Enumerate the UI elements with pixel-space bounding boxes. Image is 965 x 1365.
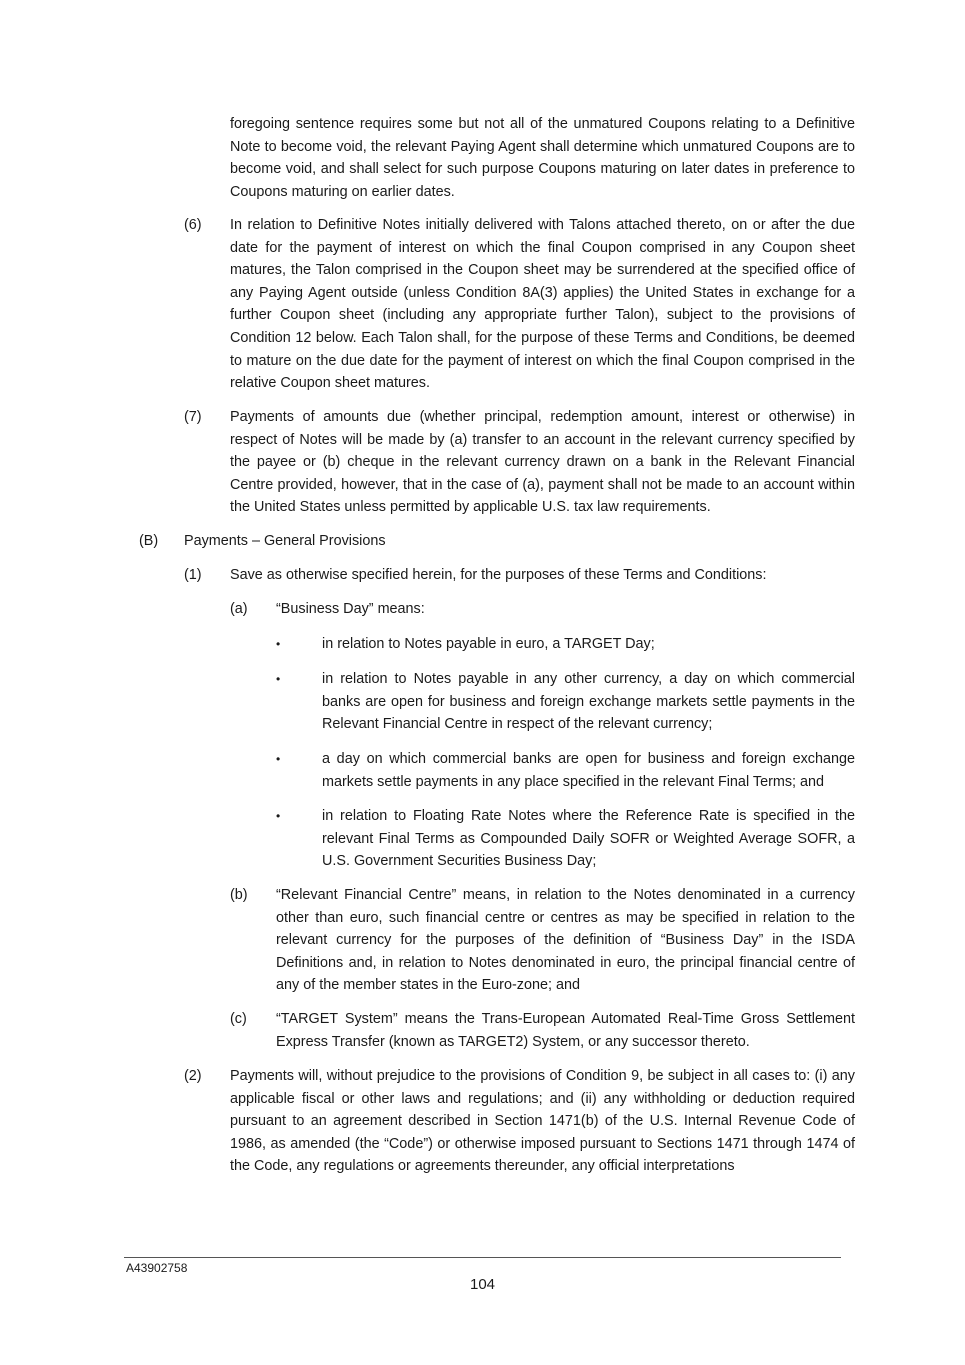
bullet-icon: • — [276, 672, 281, 686]
paragraph-a: “Business Day” means: — [276, 601, 425, 617]
footer-divider — [124, 1257, 841, 1258]
paragraph-6: In relation to Definitive Notes initially delivered with Talons attached thereto, on or after the due date for the payment of interest on which the final Coupon comprised in any Coupon sheet matures, the Talon comprised in the Coupon sheet may be surrendered at the specified office of any Paying Agent outside (unless Condition 8A(3) applies) the United States in exchange for a further Coupon sheet (including any appropriate further Talon), subject to the provisions of Condition 12 below. Each Talon shall, for the purpose of these Terms and Conditions, be deemed to mature on the due date for the payment of interest on which the final Coupon comprised in the relative Coupon sheet matures. — [230, 217, 855, 392]
item-number-b2: (2) — [184, 1068, 202, 1084]
paragraph-7: Payments of amounts due (whether principal, redemption amount, interest or otherwise) in respect of Notes will be made by (a) transfer to an account in the relevant currency specified by the payee or (b) cheque in the relevant currency drawn on a bank in the Relevant Financial Centre provided, however, that in the case of (a), payment shall not be made to an account within the United States unless permitted by applicable U.S. tax law requirements. — [230, 409, 855, 516]
item-number-6: (6) — [184, 217, 202, 233]
bullet-icon: • — [276, 637, 281, 651]
item-number-b1: (1) — [184, 567, 202, 583]
bullet-icon: • — [276, 809, 281, 823]
page-number: 104 — [469, 1276, 496, 1293]
item-letter-b: (b) — [230, 887, 248, 903]
section-b-number: (B) — [139, 533, 159, 549]
bullet-item: in relation to Notes payable in any other currency, a day on which commercial banks are open for business and foreign exchange markets settle payments in the Relevant Financial Centre in respect of the relevant currency; — [322, 671, 855, 733]
paragraph-b: “Relevant Financial Centre” means, in relation to the Notes denominated in a currency other than euro, such financial centre or centres as may be specified in relation to the relevant currency for the purposes of the definition of “Business Day” in the ISDA Definitions and, in relation to Notes denominated in euro, the principal financial centre of any of the member states in the Euro-zone; and — [276, 887, 855, 994]
item-letter-c: (c) — [230, 1011, 247, 1027]
paragraph-b2: Payments will, without prejudice to the provisions of Condition 9, be subject in all cases to: (i) any applicable fiscal or other laws and regulations; and (ii) any withholding or deduction required pursuant to an agreement described in Section 1471(b) of the U.S. Internal Revenue Code of 1986, as amended (the “Code”) or otherwise imposed pursuant to Sections 1471 through 1474 of the Code, any regulations or agreements thereunder, any official interpretations — [230, 1068, 855, 1175]
item-letter-a: (a) — [230, 601, 248, 617]
paragraph-b1: Save as otherwise specified herein, for the purposes of these Terms and Conditions: — [230, 567, 767, 583]
bullet-icon: • — [276, 752, 281, 766]
bullet-item: in relation to Floating Rate Notes where the Reference Rate is specified in the relevant Final Terms as Compounded Daily SOFR or Weighted Average SOFR, a U.S. Government Securities Business Day; — [322, 808, 855, 870]
bullet-item: a day on which commercial banks are open for business and foreign exchange markets settle payments in any place specified in the relevant Final Terms; and — [322, 751, 855, 790]
document-id: A43902758 — [126, 1261, 188, 1275]
item-number-7: (7) — [184, 409, 202, 425]
intro-paragraph: foregoing sentence requires some but not all of the unmatured Coupons relating to a Definitive Note to become void, the relevant Paying Agent shall determine which unmatured Coupons are to become void, and shall select for such purpose Coupons maturing on later dates in preference to Coupons maturing on earlier dates. — [230, 116, 855, 200]
section-b-heading: Payments – General Provisions — [184, 533, 386, 549]
paragraph-c: “TARGET System” means the Trans-European Automated Real-Time Gross Settlement Express Transfer (known as TARGET2) System, or any successor thereto. — [276, 1011, 855, 1050]
bullet-item: in relation to Notes payable in euro, a TARGET Day; — [322, 636, 655, 652]
